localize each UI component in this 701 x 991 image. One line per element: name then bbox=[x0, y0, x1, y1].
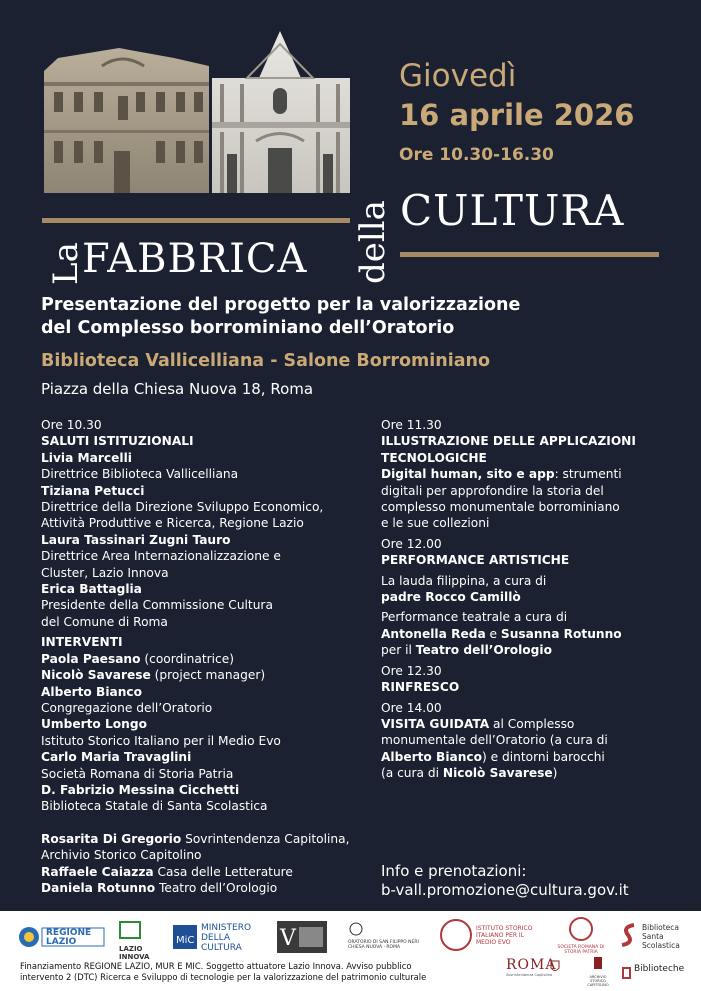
funding-note: Finanziamento REGIONE LAZIO, MUR E MIC. Soggetto attuatore Lazio Innova. Avviso pubblico intervento 2 (DTC) Ricerca e Sviluppo di tecnologie per la valorizzazione del patrimonio culturale bbox=[20, 961, 427, 982]
oratorio-logo: ORATORIO DI SAN FILIPPO NERI CHIESA NUOVA · ROMA bbox=[348, 921, 430, 950]
program-left-column bbox=[41, 417, 349, 896]
description-line: per il Teatro dell’Orologio bbox=[381, 643, 552, 658]
speaker-line: Paola Paesano (coordinatrice) bbox=[41, 651, 234, 666]
description-line: VISITA GUIDATA al Complesso bbox=[381, 716, 575, 731]
description-line: (a cura di Nicolò Savarese) bbox=[381, 766, 558, 781]
section-saluti: SALUTI ISTITUZIONALI bbox=[41, 434, 194, 449]
roma-shield-icon bbox=[550, 959, 560, 978]
venue-name: Biblioteca Vallicelliana - Salone Borrominiano bbox=[41, 351, 491, 371]
speaker-name: D. Fabrizio Messina Cicchetti bbox=[41, 782, 240, 797]
speaker-name: Livia Marcelli bbox=[41, 450, 132, 465]
title-cultura: CULTURA bbox=[400, 186, 625, 235]
speaker-line: Nicolò Savarese (project manager) bbox=[41, 668, 266, 683]
speaker-role: Attività Produttive e Ricerca, Regione Lazio bbox=[41, 516, 304, 531]
speaker-role: Presidente della Commissione Cultura bbox=[41, 598, 273, 613]
event-time: Ore 10.30-16.30 bbox=[399, 145, 554, 165]
description-line: Antonella Reda e Susanna Rotunno bbox=[381, 626, 622, 641]
description-line: Performance teatrale a cura di bbox=[381, 610, 568, 625]
divider-top bbox=[42, 218, 350, 223]
speaker-role: Società Romana di Storia Patria bbox=[41, 766, 234, 781]
speaker-role: Biblioteca Statale di Santa Scolastica bbox=[41, 799, 268, 814]
societa-romana-logo: SOCIETÀ ROMANA DI STORIA PATRIA bbox=[553, 917, 609, 955]
speaker-role: Direttrice Area Internazionalizzazione e bbox=[41, 549, 281, 564]
speaker-role: Archivio Storico Capitolino bbox=[41, 848, 202, 863]
time-1030: Ore 10.30 bbox=[41, 418, 102, 432]
sponsor-footer bbox=[0, 911, 701, 991]
speaker-role: Cluster, Lazio Innova bbox=[41, 565, 169, 580]
speaker-name: Tiziana Petucci bbox=[41, 483, 145, 498]
program-right-column bbox=[381, 417, 636, 782]
archivio-storico-logo: ARCHIVIO STORICO CAPITOLINO bbox=[582, 955, 614, 987]
speaker-line: Raffaele Caiazza Casa delle Letterature bbox=[41, 864, 293, 879]
description-line: monumentale dell’Oratorio (a cura di bbox=[381, 733, 608, 748]
istituto-storico-logo: ISTITUTO STORICO ITALIANO PER IL MEDIO EVO bbox=[440, 919, 472, 955]
ministero-cultura-logo: MiC MINISTERO DELLA CULTURA bbox=[173, 923, 197, 955]
subtitle-line-2: del Complesso borrominiano dell’Oratorio bbox=[41, 318, 455, 338]
description-line: Alberto Bianco) e dintorni barocchi bbox=[381, 749, 605, 764]
svg-text:MiC: MiC bbox=[176, 935, 195, 946]
speaker-name: Alberto Bianco bbox=[41, 684, 143, 699]
speaker-name: Erica Battaglia bbox=[41, 582, 142, 597]
event-weekday: Giovedì bbox=[399, 58, 517, 94]
speaker-line: Daniela Rotunno Teatro dell’Orologio bbox=[41, 880, 278, 895]
regione-lazio-logo: REGIONE LAZIO bbox=[18, 925, 108, 953]
section-performance: PERFORMANCE ARTISTICHE bbox=[381, 553, 570, 568]
title-la: La bbox=[46, 242, 86, 285]
section-illustrazione: TECNOLOGICHE bbox=[381, 450, 487, 465]
speaker-name: Umberto Longo bbox=[41, 717, 147, 732]
time-1230: Ore 12.30 bbox=[381, 663, 442, 678]
speaker-name: Laura Tassinari Zugni Tauro bbox=[41, 532, 231, 547]
section-interventi: INTERVENTI bbox=[41, 635, 123, 650]
roma-logo: ROMA Sovrintendenza Capitolina bbox=[506, 957, 557, 977]
description-line: digitali per approfondire la storia del bbox=[381, 483, 604, 498]
description-line: e le sue collezioni bbox=[381, 516, 490, 531]
speaker-role: Direttrice della Direzione Sviluppo Economico, bbox=[41, 500, 324, 515]
speaker-role: del Comune di Roma bbox=[41, 614, 168, 629]
description-line: Digital human, sito e app: strumenti bbox=[381, 467, 622, 482]
venue-address: Piazza della Chiesa Nuova 18, Roma bbox=[41, 380, 314, 398]
speaker-role: Direttrice Biblioteca Vallicelliana bbox=[41, 467, 239, 482]
time-1200: Ore 12.00 bbox=[381, 536, 442, 551]
lazio-innova-logo: LAZIO INNOVA bbox=[119, 921, 159, 961]
event-date: 16 aprile 2026 bbox=[399, 98, 635, 132]
speaker-role: Istituto Storico Italiano per il Medio Evo bbox=[41, 733, 281, 748]
time-1130: Ore 11.30 bbox=[381, 418, 442, 432]
description-line: La lauda filippina, a cura di bbox=[381, 573, 547, 588]
subtitle-line-1: Presentazione del progetto per la valorizzazione bbox=[41, 295, 521, 315]
time-1400: Ore 14.00 bbox=[381, 700, 442, 715]
description-line: complesso monumentale borrominiano bbox=[381, 500, 620, 515]
title-della: della bbox=[353, 200, 393, 284]
speaker-name: Carlo Maria Travaglini bbox=[41, 750, 192, 765]
biblioteca-santa-scolastica-logo: Biblioteca Santa Scolastica bbox=[620, 923, 638, 951]
section-illustrazione: ILLUSTRAZIONE DELLE APPLICAZIONI bbox=[381, 434, 636, 449]
divider-bottom bbox=[400, 252, 659, 257]
borromini-facade-image bbox=[44, 26, 350, 193]
description-line: padre Rocco Camillò bbox=[381, 590, 521, 605]
svg-text:V: V bbox=[280, 926, 296, 951]
info-email-link[interactable]: b-vall.promozione@cultura.gov.it bbox=[381, 881, 629, 899]
info-label: Info e prenotazioni: bbox=[381, 862, 527, 880]
section-rinfresco: RINFRESCO bbox=[381, 680, 460, 695]
biblioteca-vallicelliana-logo bbox=[277, 921, 327, 957]
biblioteche-logo: Biblioteche bbox=[622, 964, 632, 983]
title-fabbrica: FABBRICA bbox=[82, 236, 308, 282]
speaker-role: Congregazione dell’Oratorio bbox=[41, 700, 213, 715]
speaker-line: Rosarita Di Gregorio Sovrintendenza Capitolina, bbox=[41, 831, 350, 846]
